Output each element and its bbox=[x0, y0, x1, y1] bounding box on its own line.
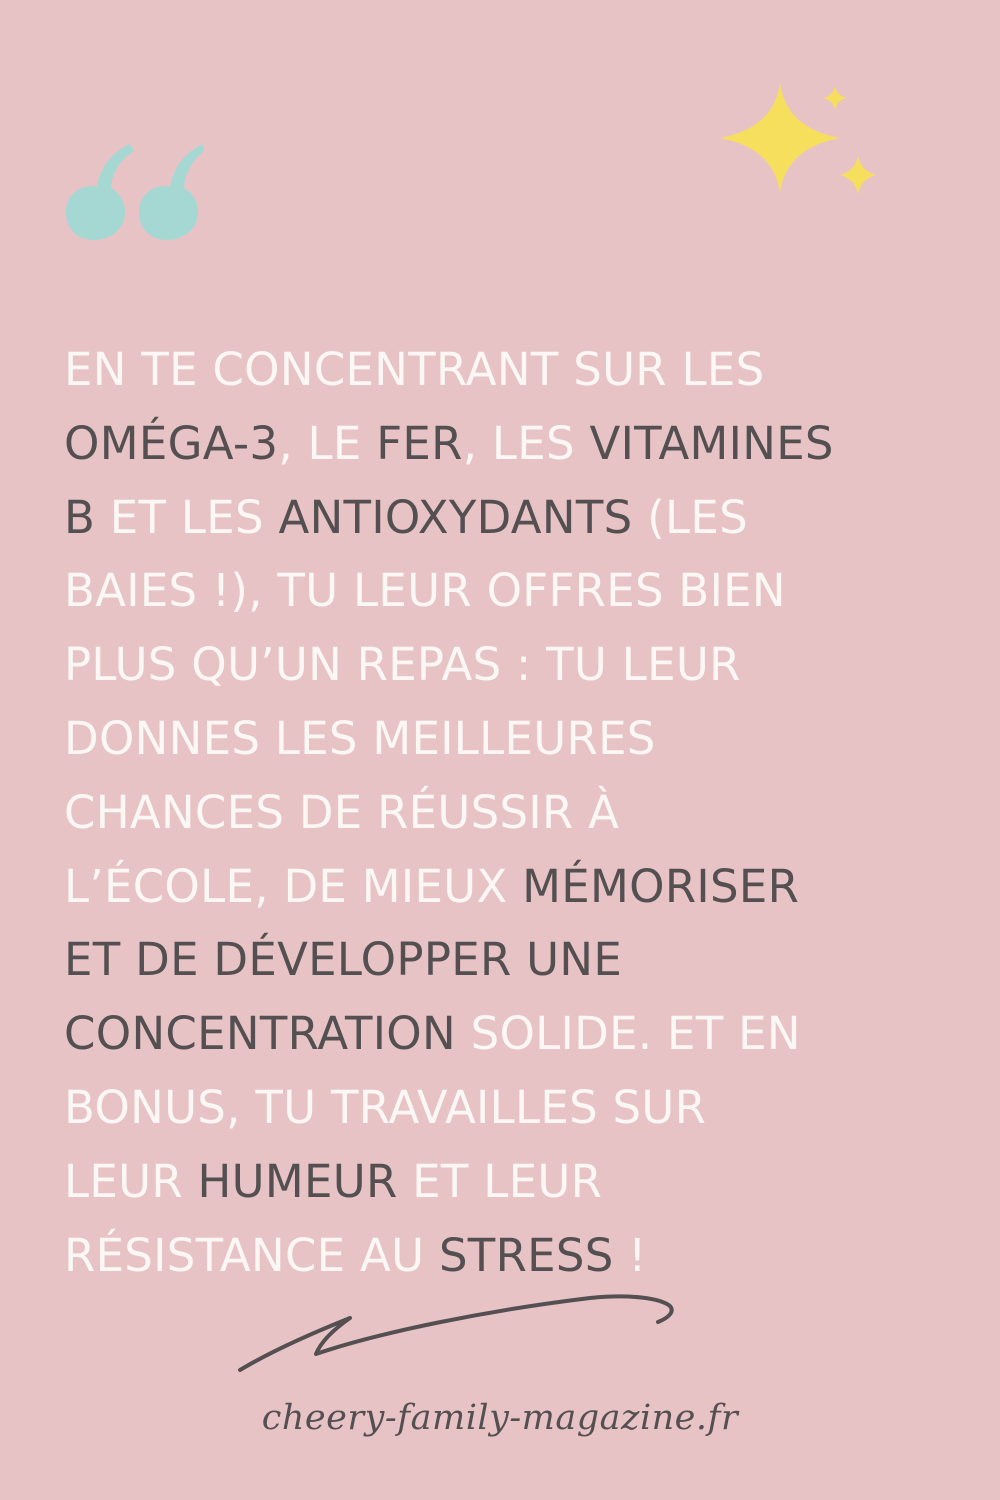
quote-mark-right bbox=[139, 144, 204, 240]
highlighted-keyword: MÉMORISER bbox=[522, 859, 800, 913]
highlighted-keyword: B bbox=[64, 490, 96, 544]
quote-segment: LEUR bbox=[64, 1154, 198, 1208]
quote-line bbox=[64, 776, 954, 850]
sparkles-icon bbox=[710, 78, 900, 208]
quote-segment: DONNES LES MEILLEURES bbox=[64, 711, 656, 765]
quote-segment: , LE bbox=[278, 416, 377, 470]
quote-segment: BAIES !), TU LEUR OFFRES BIEN bbox=[64, 564, 786, 618]
quote-segment: EN TE CONCENTRANT SUR LES bbox=[64, 343, 765, 396]
quote-mark-left bbox=[66, 144, 134, 240]
quote-line bbox=[64, 1071, 954, 1145]
swoosh-stroke bbox=[240, 1296, 672, 1370]
quote-line bbox=[64, 407, 954, 481]
highlighted-keyword: HUMEUR bbox=[197, 1154, 398, 1208]
quote-line bbox=[64, 997, 954, 1071]
sparkle-large bbox=[720, 83, 840, 193]
highlighted-keyword: CONCENTRATION bbox=[64, 1007, 456, 1061]
quote-line bbox=[64, 1145, 954, 1219]
quote-segment: ! bbox=[613, 1228, 647, 1282]
highlighted-keyword: STRESS bbox=[438, 1228, 614, 1282]
highlighted-keyword: OMÉGA-3 bbox=[64, 416, 279, 470]
quote-line bbox=[64, 333, 954, 407]
sparkle-small-bottom bbox=[840, 156, 876, 194]
quote-line bbox=[64, 850, 954, 924]
highlighted-keyword: ANTIOXYDANTS bbox=[278, 490, 633, 544]
quote-segment: , LES bbox=[462, 416, 590, 470]
quote-text bbox=[64, 333, 954, 1292]
quote-segment: (LES bbox=[632, 490, 748, 544]
quote-segment: ET LEUR bbox=[397, 1154, 603, 1208]
quote-line bbox=[64, 923, 954, 997]
highlighted-keyword: FER bbox=[376, 416, 463, 470]
quote-segment: CHANCES DE RÉUSSIR À bbox=[64, 785, 620, 839]
quote-segment: RÉSISTANCE AU bbox=[64, 1228, 439, 1282]
quote-line bbox=[64, 628, 954, 702]
sparkle-small-top bbox=[823, 86, 847, 110]
quote-segment: PLUS QU’UN REPAS : TU LEUR bbox=[64, 638, 741, 692]
site-url: cheery-family-magazine.fr bbox=[261, 1398, 739, 1438]
quote-line bbox=[64, 481, 954, 555]
opening-quote-mark-icon bbox=[64, 140, 204, 250]
quote-segment: ET LES bbox=[95, 490, 279, 544]
quote-segment: L’ÉCOLE, DE MIEUX bbox=[64, 859, 523, 913]
swoosh-underline-icon bbox=[230, 1282, 680, 1382]
quote-line bbox=[64, 554, 954, 628]
highlighted-keyword: VITAMINES bbox=[589, 416, 834, 470]
quote-segment: BONUS, TU TRAVAILLES SUR bbox=[64, 1080, 707, 1134]
quote-line bbox=[64, 702, 954, 776]
highlighted-keyword: ET DE DÉVELOPPER UNE bbox=[64, 933, 623, 987]
quote-segment: SOLIDE. ET EN bbox=[455, 1007, 801, 1061]
